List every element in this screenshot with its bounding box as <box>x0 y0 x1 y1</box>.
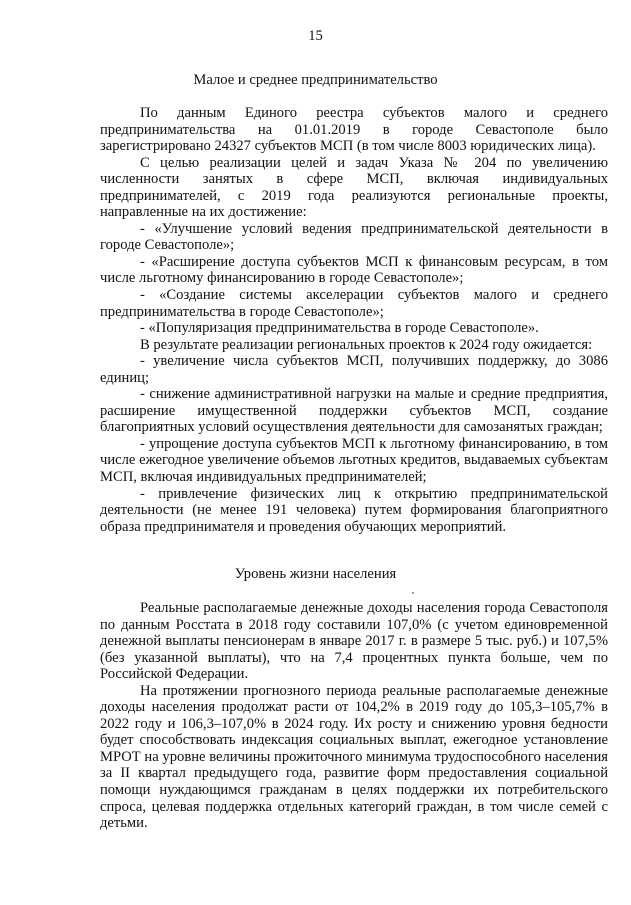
section-heading-small-business: Малое и среднее предпринимательство <box>193 72 438 88</box>
paragraph: На протяжении прогнозного периода реальные располагаемые денежные доходы населения продолжат расти от 104,2% в 2019 году до 105,3–105,7% в 2022 году и 106,3–107,0% в 2024 году. Их росту и снижению уровня бедности будет способствовать индексация социальных выплат, ежегодное установление МРОТ на уровне величины прожиточного минимума трудоспособного населения за II квартал предыдущего года, развитие форм предоставления социальной помощи нуждающимся гражданам в целях поддержки их потребительского спроса, целевая поддержка отдельных категорий граждан, в том числе семей с детьми. <box>100 682 608 832</box>
paragraph: В результате реализации региональных проектов к 2024 году ожидается: <box>140 336 593 353</box>
page-number: 15 <box>308 28 323 44</box>
list-item: - «Улучшение условий ведения предпринимательской деятельности в городе Севастополе»; <box>100 220 608 254</box>
scan-speck <box>412 592 414 594</box>
paragraph: С целью реализации целей и задач Указа № 204 по увеличению численности занятых в сфере МСП, включая индивидуальных предпринимателей, с 2019 года реализуются региональные проекты, направленные на их достижение: <box>100 154 608 221</box>
list-item: - увеличение числа субъектов МСП, получивших поддержку, до 3086 единиц; <box>100 353 608 386</box>
section-body-living-standards <box>100 600 608 832</box>
list-item: - привлечение физических лиц к открытию предпринимательской деятельности (не менее 191 человека) путем формирования благоприятного образа предпринимателя и проведения обучающих мероприятий. <box>100 485 608 535</box>
section-heading-living-standards: Уровень жизни населения <box>234 566 397 582</box>
list-item: - «Популяризация предпринимательства в городе Севастополе». <box>140 320 539 337</box>
section-body-small-business <box>100 105 608 535</box>
list-item: - «Создание системы акселерации субъектов малого и среднего предпринимательства в городе Севастополе»; <box>100 287 608 320</box>
list-item: - снижение административной нагрузки на малые и средние предприятия, расширение имущественной поддержки субъектов МСП, создание благоприятных условий осуществления деятельности для самозанятых граждан; <box>100 386 608 436</box>
paragraph: Реальные располагаемые денежные доходы населения города Севастополя по данным Росстата в 2018 году составили 107,0% (с учетом единовременной денежной выплаты пенсионерам в январе 2017 г. в размере 5 тыс. руб.) и 107,5% (без указанной выплаты), что на 7,4 процентных пункта больше, чем по Российской Федерации. <box>100 600 608 683</box>
list-item: - упрощение доступа субъектов МСП к льготному финансированию, в том числе ежегодное увеличение объемов льготных кредитов, выдаваемых субъектам МСП, включая индивидуальных предпринимателей; <box>100 435 608 486</box>
paragraph: По данным Единого реестра субъектов малого и среднего предпринимательства на 01.01.2019 в городе Севастополе было зарегистрировано 24327 субъектов МСП (в том числе 8003 юридических лица). <box>100 105 608 155</box>
list-item: - «Расширение доступа субъектов МСП к финансовым ресурсам, в том числе льготному финансированию в городе Севастополе»; <box>100 253 608 287</box>
